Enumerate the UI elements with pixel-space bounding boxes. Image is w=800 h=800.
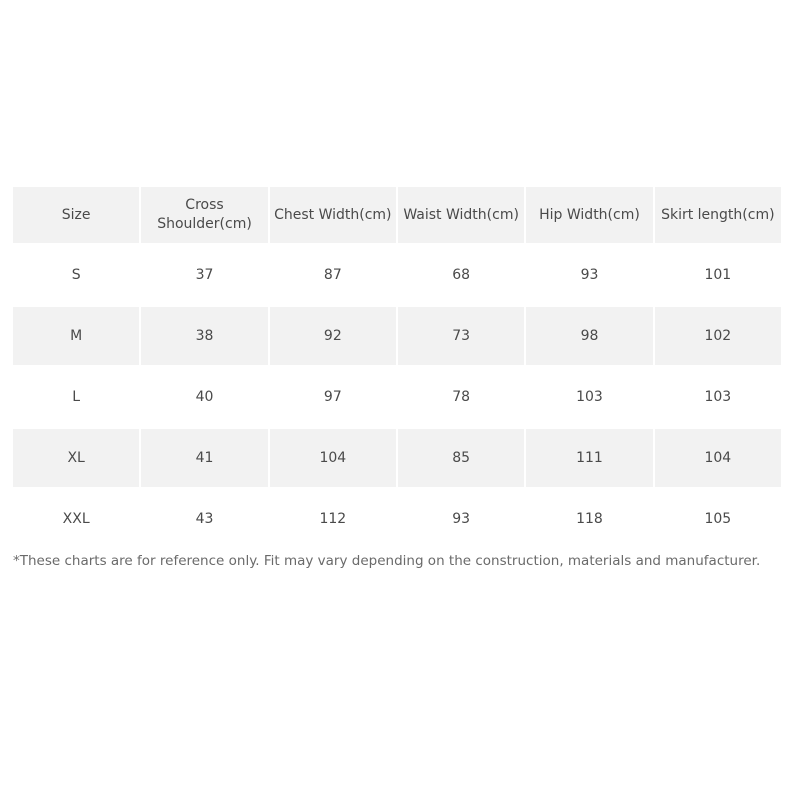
table-cell: 85 [398, 426, 524, 487]
table-cell: 104 [270, 426, 396, 487]
table-cell: 104 [655, 426, 781, 487]
table-cell: 93 [526, 243, 652, 304]
table-cell: 37 [141, 243, 267, 304]
table-cell: 43 [141, 487, 267, 548]
table-cell: 40 [141, 365, 267, 426]
table-cell: 78 [398, 365, 524, 426]
table-cell: 112 [270, 487, 396, 548]
table-cell: 92 [270, 304, 396, 365]
table-cell: 103 [655, 365, 781, 426]
column-header-waist-width: Waist Width(cm) [398, 187, 524, 243]
table-cell: S [13, 243, 139, 304]
table-cell: 105 [655, 487, 781, 548]
column-header-chest-width: Chest Width(cm) [270, 187, 396, 243]
size-chart-table [11, 187, 783, 548]
table-cell: 38 [141, 304, 267, 365]
table-cell: 102 [655, 304, 781, 365]
table-cell: XL [13, 426, 139, 487]
table-row [13, 365, 781, 426]
table-cell: 93 [398, 487, 524, 548]
table-cell: 101 [655, 243, 781, 304]
table-cell: 111 [526, 426, 652, 487]
column-header-size: Size [13, 187, 139, 243]
table-cell: 68 [398, 243, 524, 304]
table-row [13, 426, 781, 487]
column-header-cross-shoulder: Cross Shoulder(cm) [141, 187, 267, 243]
table-cell: L [13, 365, 139, 426]
table-header-row [13, 187, 781, 243]
table-row [13, 243, 781, 304]
column-header-skirt-length: Skirt length(cm) [655, 187, 781, 243]
table-cell: 97 [270, 365, 396, 426]
table-cell: XXL [13, 487, 139, 548]
table-cell: 118 [526, 487, 652, 548]
table-cell: 73 [398, 304, 524, 365]
table-cell: M [13, 304, 139, 365]
table-cell: 98 [526, 304, 652, 365]
column-header-hip-width: Hip Width(cm) [526, 187, 652, 243]
reference-disclaimer: *These charts are for reference only. Fit may vary depending on the construction, materials and manufacturer. [13, 553, 761, 569]
table-cell: 41 [141, 426, 267, 487]
table-cell: 103 [526, 365, 652, 426]
table-cell: 87 [270, 243, 396, 304]
table-row [13, 487, 781, 548]
table-row [13, 304, 781, 365]
